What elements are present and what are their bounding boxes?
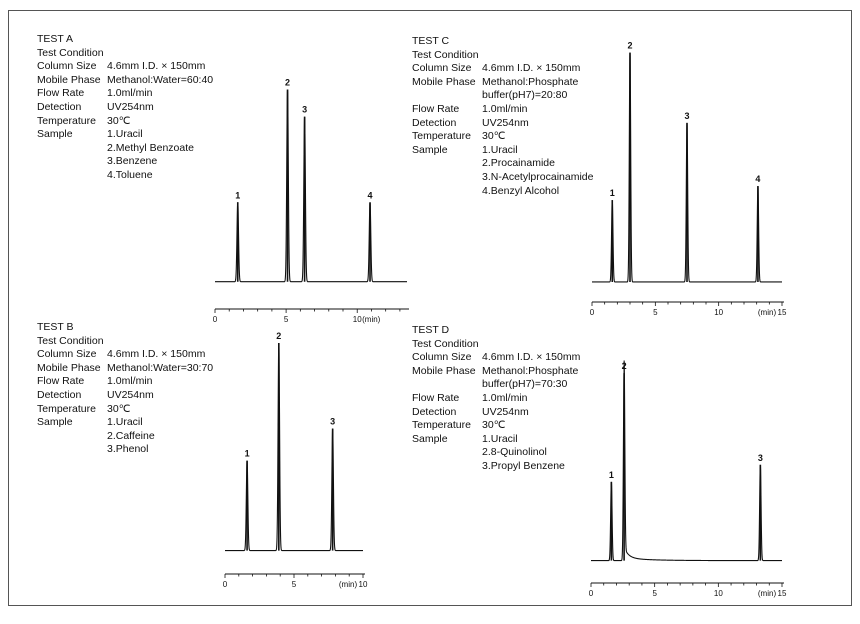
tick-label: 5 bbox=[652, 589, 657, 598]
temperature-label: Temperature bbox=[412, 419, 471, 432]
test-b-test-condition: Test Condition bbox=[37, 334, 104, 347]
x-axis-unit-label: (min) bbox=[757, 589, 777, 598]
column-size-label: Column Size bbox=[412, 351, 472, 364]
tick-label: 0 bbox=[589, 308, 595, 317]
temperature-value: 30℃ bbox=[107, 402, 131, 415]
mobile-phase-value: Methanol:Water=30:70 bbox=[107, 361, 214, 374]
panel-test-d bbox=[412, 324, 842, 624]
test-c-title: TEST C bbox=[412, 35, 450, 47]
chromatogram-d bbox=[412, 324, 842, 624]
mobile-phase-label: Mobile Phase bbox=[412, 75, 476, 88]
sample-item: 1.Uracil bbox=[482, 432, 518, 445]
tick-label: 10 bbox=[713, 589, 723, 598]
peak-label: 3 bbox=[302, 104, 308, 115]
peak-label: 2 bbox=[285, 77, 291, 88]
sample-label: Sample bbox=[412, 432, 448, 445]
sample-item: 2.8-Quinolinol bbox=[482, 446, 547, 459]
mobile-phase-label: Mobile Phase bbox=[37, 361, 101, 374]
sample-item: 2.Procainamide bbox=[482, 157, 555, 170]
tick-label: 0 bbox=[222, 580, 228, 589]
temperature-value: 30℃ bbox=[107, 114, 131, 127]
flow-rate-value: 1.0ml/min bbox=[482, 102, 528, 115]
tick-label: 10 bbox=[352, 315, 362, 324]
chromatogram-c bbox=[412, 35, 842, 335]
detection-value: UV254nm bbox=[482, 405, 529, 418]
detection-label: Detection bbox=[37, 100, 82, 113]
chromatogram-a bbox=[37, 33, 467, 333]
tick-label: 15 bbox=[777, 308, 787, 317]
peak-label: 2 bbox=[621, 361, 627, 372]
sample-item: 1.Uracil bbox=[107, 416, 143, 429]
test-a-title: TEST A bbox=[37, 33, 73, 45]
tick-label: 0 bbox=[212, 315, 218, 324]
temperature-value: 30℃ bbox=[482, 130, 506, 143]
detection-label: Detection bbox=[37, 388, 82, 401]
column-size-value: 4.6mm I.D. × 150mm bbox=[482, 351, 581, 364]
tick-label: 5 bbox=[653, 308, 658, 317]
peak-label: 1 bbox=[608, 469, 614, 480]
sample-item: 3.N-Acetylprocainamide bbox=[482, 170, 594, 183]
sample-item: 3.Benzene bbox=[107, 155, 158, 168]
mobile-phase-value: Methanol:Water=60:40 bbox=[107, 73, 214, 86]
flow-rate-value: 1.0ml/min bbox=[107, 87, 153, 100]
tick-label: 0 bbox=[588, 589, 594, 598]
peak-label: 3 bbox=[684, 110, 690, 121]
flow-rate-value: 1.0ml/min bbox=[482, 391, 528, 404]
sample-item: 4.Benzyl Alcohol bbox=[482, 184, 560, 197]
chromatogram-b bbox=[37, 321, 467, 621]
column-size-value: 4.6mm I.D. × 150mm bbox=[107, 60, 206, 73]
test-c-test-condition: Test Condition bbox=[412, 48, 479, 61]
peak-label: 3 bbox=[330, 416, 336, 427]
column-size-label: Column Size bbox=[37, 60, 97, 73]
panel-test-b bbox=[37, 321, 467, 621]
mobile-phase-value: Methanol:Phosphate bbox=[482, 75, 579, 88]
x-axis-unit-label: (min) bbox=[338, 580, 358, 589]
sample-item: 3.Phenol bbox=[107, 443, 149, 456]
sample-label: Sample bbox=[412, 143, 448, 156]
mobile-phase-label: Mobile Phase bbox=[412, 364, 476, 377]
peak-label: 1 bbox=[609, 188, 615, 199]
column-size-value: 4.6mm I.D. × 150mm bbox=[482, 62, 581, 75]
test-d-title: TEST D bbox=[412, 324, 450, 336]
sample-item: 2.Caffeine bbox=[107, 429, 155, 442]
peak-label: 4 bbox=[367, 190, 373, 201]
chromatogram-trace bbox=[225, 343, 363, 551]
sample-item: 4.Toluene bbox=[107, 168, 153, 181]
temperature-label: Temperature bbox=[37, 402, 96, 415]
x-axis-unit-label: (min) bbox=[757, 308, 777, 317]
test-a-test-condition: Test Condition bbox=[37, 46, 104, 59]
tick-label: 5 bbox=[283, 315, 289, 324]
mobile-phase-label: Mobile Phase bbox=[37, 73, 101, 86]
sample-item: 2.Methyl Benzoate bbox=[107, 141, 194, 154]
test-d-test-condition: Test Condition bbox=[412, 337, 479, 350]
detection-value: UV254nm bbox=[107, 100, 154, 113]
column-size-label: Column Size bbox=[37, 348, 97, 361]
temperature-label: Temperature bbox=[412, 130, 471, 143]
tick-label: 10 bbox=[714, 308, 724, 317]
tick-label: 5 bbox=[291, 580, 297, 589]
temperature-value: 30℃ bbox=[482, 419, 506, 432]
figure-frame bbox=[8, 10, 852, 606]
detection-value: UV254nm bbox=[107, 388, 154, 401]
mobile-phase-value-cont: buffer(pH7)=70:30 bbox=[482, 378, 568, 391]
detection-label: Detection bbox=[412, 405, 457, 418]
peak-label: 1 bbox=[235, 190, 241, 201]
tick-label: 10 bbox=[358, 580, 368, 589]
panel-test-c bbox=[412, 35, 842, 335]
peak-label: 3 bbox=[757, 452, 763, 463]
sample-label: Sample bbox=[37, 416, 73, 429]
peak-label: 2 bbox=[276, 331, 282, 341]
sample-item: 1.Uracil bbox=[482, 143, 518, 156]
detection-value: UV254nm bbox=[482, 116, 529, 129]
flow-rate-label: Flow Rate bbox=[37, 87, 85, 100]
chromatogram-trace bbox=[591, 360, 782, 560]
flow-rate-label: Flow Rate bbox=[412, 391, 460, 404]
chromatogram-trace bbox=[215, 89, 407, 281]
temperature-label: Temperature bbox=[37, 114, 96, 127]
test-b-title: TEST B bbox=[37, 321, 74, 333]
panel-test-a bbox=[37, 33, 467, 333]
peak-label: 1 bbox=[244, 448, 250, 459]
detection-label: Detection bbox=[412, 116, 457, 129]
x-axis-unit-label: (min) bbox=[362, 315, 381, 324]
tick-label: 15 bbox=[777, 589, 787, 598]
sample-item: 1.Uracil bbox=[107, 128, 143, 141]
mobile-phase-value: Methanol:Phosphate bbox=[482, 364, 579, 377]
sample-label: Sample bbox=[37, 128, 73, 141]
peak-label: 2 bbox=[627, 40, 633, 51]
peak-label: 4 bbox=[755, 174, 761, 185]
mobile-phase-value-cont: buffer(pH7)=20:80 bbox=[482, 89, 568, 102]
flow-rate-label: Flow Rate bbox=[37, 375, 85, 388]
sample-item: 3.Propyl Benzene bbox=[482, 459, 565, 472]
flow-rate-label: Flow Rate bbox=[412, 102, 460, 115]
column-size-label: Column Size bbox=[412, 62, 472, 75]
flow-rate-value: 1.0ml/min bbox=[107, 375, 153, 388]
column-size-value: 4.6mm I.D. × 150mm bbox=[107, 348, 206, 361]
